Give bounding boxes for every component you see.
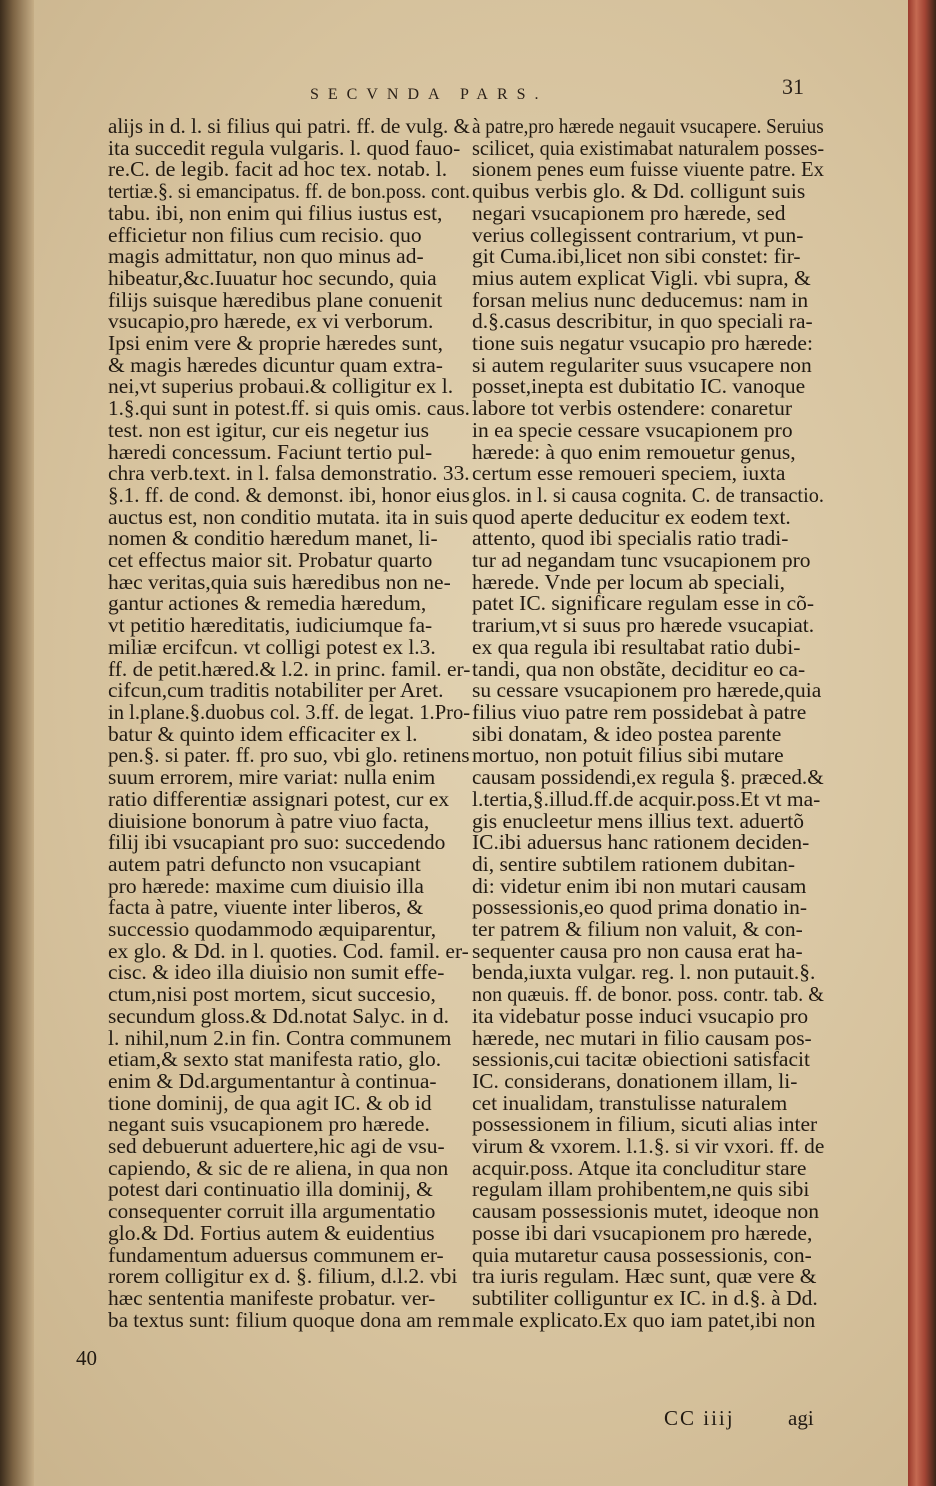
text-line: trarium,vt si suus pro hærede vsucapiat. — [472, 613, 815, 638]
text-line: filius viuo patre rem possidebat à patre — [472, 699, 807, 724]
text-line: scilicet, quia existimabat naturalem posses- — [472, 135, 825, 160]
text-line: autem patri defuncto non vsucapiant — [108, 851, 421, 876]
text-line: IC. considerans, donationem illam, li- — [472, 1068, 798, 1093]
signature-mark: CC iiij — [664, 1406, 735, 1430]
text-line: glo.& Dd. Fortius autem & euidentius — [108, 1220, 435, 1245]
text-line: sibi donatam, & ideo postea parente — [472, 721, 782, 746]
text-line: re.C. de legib. facit ad hoc tex. notab. l. — [108, 157, 448, 182]
text-line: quod aperte deducitur ex eodem text. — [472, 504, 791, 529]
text-line: hibeatur,&c.Iuuatur hoc secundo, quia — [108, 265, 437, 290]
text-line: ff. de petit.hæred.& l.2. in princ. famil. er- — [108, 656, 471, 681]
running-title-pars: PARS. — [460, 86, 548, 103]
text-line: male explicato.Ex quo iam patet,ibi non — [472, 1307, 816, 1332]
text-line: sed debuerunt aduertere,hic agi de vsu- — [108, 1134, 445, 1159]
text-line: di: videtur enim ibi non mutari causam — [472, 873, 807, 898]
text-line: facta à patre, viuente inter liberos, & — [108, 895, 424, 920]
text-line: ita succedit regula vulgaris. l. quod fauo- — [108, 135, 461, 160]
text-line: ex qua regula ibi resultabat ratio dubi- — [472, 634, 801, 659]
text-line: subtiliter colliguntur ex IC. in d.§. à Dd. — [472, 1285, 818, 1310]
text-line: glos. in l. si causa cognita. C. de transactio. — [472, 482, 824, 507]
text-line: causam possidendi,ex regula §. præced.& — [472, 765, 824, 790]
margin-line-number: 40 — [76, 1346, 97, 1370]
text-line: vsucapio,pro hærede, ex vi verborum. — [108, 309, 434, 334]
text-line: quia mutaretur causa possessionis, con- — [472, 1242, 812, 1267]
text-line: tabu. ibi, non enim qui filius iustus est, — [108, 200, 443, 225]
text-line: possessionem in filium, sicuti alias inter — [472, 1112, 818, 1137]
text-line: mius autem explicat Vigli. vbi supra, & — [472, 265, 811, 290]
text-line: §.1. ff. de cond. & demonst. ibi, honor eius — [108, 482, 470, 507]
running-header — [310, 86, 548, 104]
text-line: hærede: à quo enim remouetur genus, — [472, 439, 796, 464]
text-line: rorem colligitur ex d. §. filium, d.l.2. vbi — [108, 1264, 458, 1289]
text-line: 1.§.qui sunt in potest.ff. si quis omis. caus. — [108, 396, 470, 421]
text-line: cisc. & ideo illa diuisio non sumit effe- — [108, 960, 445, 985]
text-line: d.§.casus describitur, in quo speciali ra- — [472, 309, 813, 334]
text-line: hærede. Vnde per locum ab speciali, — [472, 569, 786, 594]
text-line: cet effectus maior sit. Probatur quarto — [108, 548, 433, 573]
text-line: pro hærede: maxime cum diuisio illa — [108, 873, 424, 898]
text-line: quibus verbis glo. & Dd. colligunt suis — [472, 179, 806, 204]
text-line: di, sentire subtilem rationem dubitan- — [472, 851, 796, 876]
text-line: batur & quinto idem efficaciter ex l. — [108, 721, 418, 746]
text-line: miliæ ercifcun. vt colligi potest ex l.3. — [108, 634, 436, 659]
text-line: etiam,& sexto stat manifesta ratio, glo. — [108, 1047, 442, 1072]
text-line: secundum gloss.& Dd.notat Salyc. in d. — [108, 1003, 449, 1028]
text-line: sequenter causa pro non causa erat ha- — [472, 938, 803, 963]
text-line: ter patrem & filium non valuit, & con- — [472, 917, 803, 942]
book-gutter — [0, 0, 34, 1486]
text-line: tra iuris regulam. Hæc sunt, quæ vere & — [472, 1264, 817, 1289]
text-line: virum & vxorem. l.1.§. si vir vxori. ff. de — [472, 1134, 825, 1159]
running-title-secvnda: SECVNDA — [310, 86, 449, 103]
text-line: negari vsucapionem pro hærede, sed — [472, 200, 786, 225]
text-line: filijs suisque hæredibus plane conuenit — [108, 287, 443, 312]
text-line: potest dari continuatio illa dominij, & — [108, 1177, 433, 1202]
right-text-column — [472, 116, 824, 1331]
text-line: causam possessionis mutet, ideoque non — [472, 1199, 819, 1224]
text-line: ex glo. & Dd. in l. quoties. Cod. famil. er- — [108, 938, 469, 963]
text-line: filij ibi vsucapiant pro suo: succedendo — [108, 830, 446, 855]
text-line: nei,vt superius probaui.& colligitur ex l. — [108, 374, 454, 399]
text-line: l. nihil,num 2.in fin. Contra communem — [108, 1025, 452, 1050]
text-line: patet IC. significare regulam esse in cõ- — [472, 591, 815, 616]
text-line: hæc sententia manifeste probatur. ver- — [108, 1285, 436, 1310]
text-line: negant suis vsucapionem pro hærede. — [108, 1112, 430, 1137]
text-line: regulam illam prohibentem,ne quis sibi — [472, 1177, 810, 1202]
text-line: magis admittatur, non quo minus ad- — [108, 244, 424, 269]
text-line: alijs in d. l. si filius qui patri. ff. de vulg. & — [108, 114, 470, 138]
text-line: hærede, nec mutari in filio causam pos- — [472, 1025, 812, 1050]
text-line: benda,iuxta vulgar. reg. l. non putauit.§. — [472, 960, 816, 985]
text-line: à patre,pro hærede negauit vsucapere. Seruius — [472, 114, 824, 138]
text-line: vt petitio hæreditatis, iudiciumque fa- — [108, 613, 433, 638]
page-number: 31 — [782, 74, 804, 99]
text-line: capiendo, & sic de re aliena, in qua non — [108, 1155, 449, 1180]
text-line: Ipsi enim vere & proprie hæredes sunt, — [108, 331, 443, 356]
text-line: hæc veritas,quia suis hæredibus non ne- — [108, 569, 451, 594]
text-line: git Cuma.ibi,licet non sibi constet: fir- — [472, 244, 801, 269]
text-line: & magis hæredes dicuntur quam extra- — [108, 352, 443, 377]
text-line: sionem penes eum fuisse viuente patre. Ex — [472, 157, 824, 182]
text-line: enim & Dd.argumentantur à continua- — [108, 1068, 437, 1093]
text-line: sessionis,cui tacitæ obiectioni satisfacit — [472, 1047, 810, 1072]
text-line: suum errorem, mire variat: nulla enim — [108, 765, 436, 790]
text-line: diuisione bonorum à patre viuo facta, — [108, 808, 430, 833]
text-line: ctum,nisi post mortem, sicut succesio, — [108, 982, 436, 1007]
text-line: auctus est, non conditio mutata. ita in suis — [108, 504, 469, 529]
text-line: possessionis,eo quod prima donatio in- — [472, 895, 808, 920]
catchword: agi — [788, 1406, 814, 1430]
text-line: posse ibi dari vsucapionem pro hærede, — [472, 1220, 813, 1245]
text-line: non quæuis. ff. de bonor. poss. contr. tab. & — [472, 982, 824, 1007]
text-line: in l.plane.§.duobus col. 3.ff. de legat. 1.Pro- — [108, 699, 471, 724]
text-line: posset,inepta est dubitatio IC. vanoque — [472, 374, 806, 399]
text-line: pen.§. si pater. ff. pro suo, vbi glo. retinens — [108, 743, 470, 768]
text-line: mortuo, non potuit filius sibi mutare — [472, 743, 784, 768]
text-line: forsan melius nunc deducemus: nam in — [472, 287, 809, 312]
text-line: ratio differentiæ assignari potest, cur ex — [108, 786, 450, 811]
text-line: tur ad negandam tunc vsucapionem pro — [472, 548, 811, 573]
text-line: successio quodammodo æquiparentur, — [108, 917, 437, 942]
text-line: attento, quod ibi specialis ratio tradi- — [472, 526, 789, 551]
text-line: test. non est igitur, cur eis negetur ius — [108, 417, 429, 442]
text-line: chra verb.text. in l. falsa demonstratio. 33. — [108, 461, 470, 486]
text-line: gantur actiones & remedia hæredum, — [108, 591, 427, 616]
text-line: verius collegissent contrarium, vt pun- — [472, 222, 804, 247]
text-line: certum esse remoueri speciem, iuxta — [472, 461, 786, 486]
text-line: gis enucleetur mens illius text. aduertõ — [472, 808, 804, 833]
text-line: in ea specie cessare vsucapionem pro — [472, 417, 793, 442]
text-line: hæredi concessum. Faciunt tertio pul- — [108, 439, 433, 464]
text-line: ita videbatur posse induci vsucapio pro — [472, 1003, 809, 1028]
text-line: nomen & conditio hæredum manet, li- — [108, 526, 438, 551]
text-line: tandi, qua non obstãte, deciditur eo ca- — [472, 656, 806, 681]
text-line: l.tertia,§.illud.ff.de acquir.poss.Et vt ma- — [472, 786, 821, 811]
text-line: acquir.poss. Atque ita concluditur stare — [472, 1155, 807, 1180]
text-line: cifcun,cum traditis notabiliter per Aret. — [108, 678, 444, 703]
text-line: efficietur non filius cum recisio. quo — [108, 222, 422, 247]
text-line: si autem regulariter suus vsucapere non — [472, 352, 812, 377]
text-line: ba textus sunt: filium quoque dona am rem — [108, 1307, 471, 1332]
text-line: tertiæ.§. si emancipatus. ff. de bon.poss. cont. — [108, 179, 471, 204]
text-line: fundamentum aduersus communem er- — [108, 1242, 444, 1267]
text-line: IC.ibi aduersus hanc rationem deciden- — [472, 830, 810, 855]
page-fore-edge — [908, 0, 936, 1486]
text-line: su cessare vsucapionem pro hærede,quia — [472, 678, 822, 703]
text-line: cet inualidam, transtulisse naturalem — [472, 1090, 788, 1115]
left-text-column — [108, 116, 470, 1331]
text-line: tione suis negatur vsucapio pro hærede: — [472, 331, 813, 356]
text-line: labore tot verbis ostendere: conaretur — [472, 396, 792, 421]
text-line: tione dominij, de qua agit IC. & ob id — [108, 1090, 432, 1115]
text-line: consequenter corruit illa argumentatio — [108, 1199, 436, 1224]
